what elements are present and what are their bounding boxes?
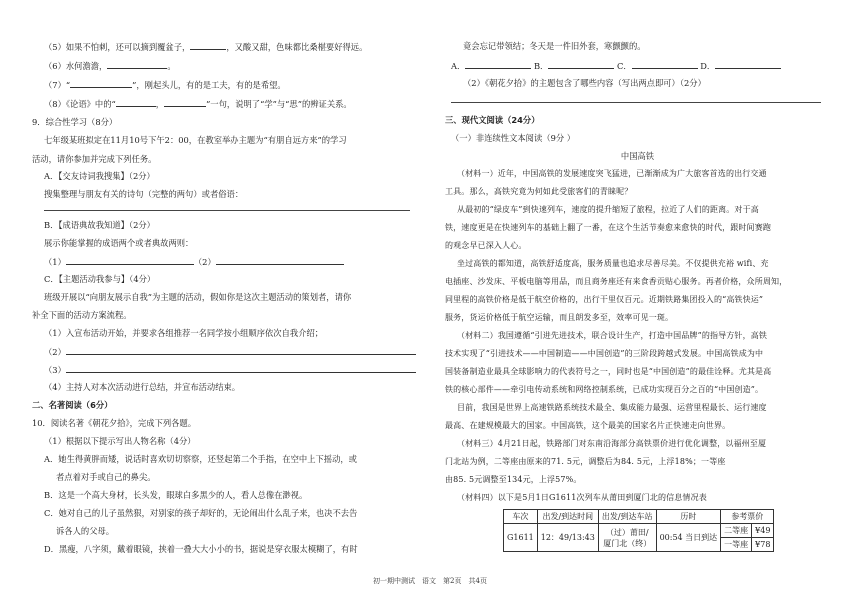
material-1-line: 工具。那么，高铁究竟为何如此受旅客们的青睐呢？ bbox=[445, 187, 633, 196]
question-9-heading: 9．综合性学习（8分） bbox=[32, 117, 118, 127]
question-9-intro: 活动，请你参加并完成下列任务。 bbox=[32, 154, 157, 164]
task-c-step-2: （2） bbox=[44, 345, 416, 358]
left-column bbox=[32, 0, 423, 595]
article-title: 中国高铁 bbox=[620, 151, 655, 161]
task-b-answers: （1） （2） bbox=[44, 255, 344, 268]
train-number-cell: G1611 bbox=[504, 524, 538, 552]
table-header: 历时 bbox=[656, 510, 721, 524]
material-1-line: 的观念早已深入人心。 bbox=[445, 241, 527, 250]
table-header: 车次 bbox=[504, 510, 538, 524]
material-1-line: 从最初的“绿皮车”到快速列车，速度的提升缩短了旅程，拉近了人们的距离。对于高 bbox=[457, 205, 759, 214]
material-3-line: （材料三）4月21日起，铁路部门对东南沿海部分高铁票价进行优化调整，以福州至厦 bbox=[457, 439, 767, 448]
answer-blank[interactable] bbox=[632, 59, 698, 69]
question-line-6: （6）水何澹澹， 。 bbox=[44, 61, 176, 71]
answer-blank[interactable] bbox=[164, 97, 206, 107]
material-4-line: （材料四）以下是5月1日G1611次列车从莆田到厦门北的信息情况表 bbox=[457, 493, 707, 502]
task-b-description: 展示你能掌握的成语两个或者典故两则： bbox=[44, 238, 194, 248]
answer-line[interactable] bbox=[451, 102, 821, 103]
material-2-line: 目前，我国是世界上高速铁路系统技术最全、集成能力最强、运营里程最长、运行速度 bbox=[457, 403, 767, 412]
option-c: C．她对自己的儿子虽然狠，对别家的孩子却好的，无论闹出什么乱子来，也决不去告 bbox=[44, 508, 358, 518]
task-a-description: 搜集整理与朋友有关的诗句（完整的两句）或者俗语： bbox=[44, 189, 244, 199]
option-b: B．这是一个高大身材，长头发，眼球白多黑少的人，看人总像在渺视。 bbox=[44, 490, 308, 500]
seat-class-cell: 二等座 bbox=[721, 524, 752, 538]
question-10-part-2: （2）《朝花夕拾》的主题包含了哪些内容（写出两点即可）（2分） bbox=[463, 78, 706, 88]
option-d: D．黑瘦，八字须，戴着眼镜，挟着一叠大大小小的书，据说是穿衣服太模糊了，有时 bbox=[44, 544, 358, 554]
task-c-step-1: （1）入宣布活动开始，并要求各组推荐一名同学按小组顺序依次自我介绍； bbox=[44, 328, 324, 338]
material-3-line: 门北站为例，二等座由原来的71. 5元，调整后为84. 5元，上浮18%；一等座 bbox=[445, 457, 726, 466]
question-line-8: （8）《论语》中的“ ， ”一句，说明了“学”与“思”的辨证关系。 bbox=[44, 99, 352, 109]
table-header: 出发/到达车站 bbox=[598, 510, 656, 524]
material-2-line: 铁的核心部件——牵引电传动系统和网络控制系统，已成功实现百分之百的“中国创造”。 bbox=[445, 385, 764, 394]
answer-blank[interactable] bbox=[548, 59, 614, 69]
answer-blank[interactable] bbox=[66, 345, 416, 355]
material-1-line: （材料一）近年，中国高铁的发展速度突飞猛进，已渐渐成为广大旅客首选的出行交通 bbox=[457, 169, 767, 178]
answer-line[interactable] bbox=[44, 210, 410, 211]
task-c-step-4: （4）主持人对本次活动进行总结，并宣布活动结束。 bbox=[44, 382, 241, 392]
answer-blank[interactable] bbox=[190, 40, 226, 50]
price-cell: ¥78 bbox=[752, 538, 774, 552]
material-1-line: 坐过高铁的都知道，高铁舒适度高，服务质量也追求尽善尽美。不仅提供充裕 wifi、充 bbox=[457, 259, 769, 268]
material-1-line: 服务，货运价格低于航空运输，而且朗发多至，效率可见一斑。 bbox=[445, 313, 674, 322]
question-10-part-1: （1）根据以下提示写出人物名称（4分） bbox=[44, 436, 196, 446]
table-row bbox=[504, 524, 774, 538]
answer-blank[interactable] bbox=[116, 97, 156, 107]
answer-blank[interactable] bbox=[107, 59, 167, 69]
question-9-intro: 七年级某班拟定在11月10号下午2：00，在教室举办主题为“有朋自远方来”的学习 bbox=[44, 135, 347, 145]
name-answer-row: A． B． C． D． bbox=[451, 59, 781, 72]
time-cell: 12：49/13:43 bbox=[537, 524, 598, 552]
material-2-line: 国装备制造业最具全球影响力的代表符号之一，同时也是“中国创造”的最佳诠释。尤其是高 bbox=[445, 367, 772, 376]
answer-blank[interactable] bbox=[70, 78, 132, 88]
section-3-heading: 三、现代文阅读（24分） bbox=[445, 115, 540, 125]
section-2-heading: 二、名著阅读（6分） bbox=[32, 400, 113, 410]
task-c-description: 班级开展以“向朋友展示自我”为主题的活动，假如你是这次主题活动的策划者，请你 bbox=[44, 292, 352, 302]
question-line-7: （7）“ ”，刚起头儿，有的是工夫，有的是希望。 bbox=[44, 80, 286, 90]
material-1-line: 同里程的高铁价格是低于航空价格的，出行干里仅百元。近期铁路集团投入的“高铁快运” bbox=[445, 295, 764, 304]
option-d-cont: 竟会忘记带领结；冬天是一件旧外套，寒颤颤的。 bbox=[463, 41, 646, 51]
duration-cell: 00:54 当日到达 bbox=[656, 524, 721, 552]
train-info-table bbox=[503, 509, 774, 552]
answer-blank[interactable] bbox=[465, 59, 531, 69]
answer-blank[interactable] bbox=[715, 59, 781, 69]
material-2-line: 技术实现了“引进技术——中国制造——中国创造”的三阶段跨越式发展。中国高铁成为中 bbox=[445, 349, 764, 358]
option-c-cont: 诉各人的父母。 bbox=[56, 526, 115, 536]
page-footer: 初一期中测试 语文 第2页 共4页 bbox=[373, 577, 487, 585]
material-2-line: （材料二）我国遵循“引进先进技术，联合设计生产，打造中国品牌”的指导方针，高铁 bbox=[457, 331, 768, 340]
material-2-line: 最高、在建规模最大的国家。中国高铁，这个最美的国家名片正快速走向世界。 bbox=[445, 421, 731, 430]
station-cell: （过）莆田/ 厦门北（终） bbox=[598, 524, 656, 552]
subsection-heading: （一）非连续性文本阅读（9分 ） bbox=[451, 133, 576, 143]
table-header: 出发/到达时间 bbox=[537, 510, 598, 524]
table-header: 参考票价 bbox=[721, 510, 774, 524]
question-10-heading: 10．阅读名著《朝花夕拾》，完成下列各题。 bbox=[32, 418, 197, 428]
answer-blank[interactable] bbox=[66, 363, 416, 373]
answer-blank[interactable] bbox=[216, 255, 344, 265]
material-1-line: 电插座、沙发床、平板电脑等用品，而且商务座还有来食香贡贴心服务。再者价格，众所周知， bbox=[445, 277, 788, 286]
table-header-row bbox=[504, 510, 774, 524]
material-1-line: 铁，速度更是在快速列车的基础上翻了一番，在这个生活节奏愈来愈快的时代，跟时间赛跑 bbox=[445, 223, 771, 232]
material-3-line: 由85. 5元调整至134元，上浮57%。 bbox=[445, 475, 582, 484]
task-b-heading: B．【成语典故我知道】（2分） bbox=[44, 220, 155, 230]
task-a-heading: A．【交友诗词我搜集】（2分） bbox=[44, 171, 155, 181]
option-a: A．她生得黄胖而矮，说话时喜欢切切察察，还竖起第二个手指，在空中上下摇动，或 bbox=[44, 454, 357, 464]
seat-class-cell: 一等座 bbox=[721, 538, 752, 552]
task-c-description: 补全下面的活动方案流程。 bbox=[32, 310, 132, 320]
answer-blank[interactable] bbox=[66, 255, 194, 265]
option-a-cont: 者点着对手或自己的鼻尖。 bbox=[56, 472, 156, 482]
right-column bbox=[445, 0, 830, 595]
task-c-heading: C．【主题活动我参与】（4分） bbox=[44, 274, 156, 284]
question-line-5: （5）如果不怕刺，还可以摘到覆盆子， ，又酸又甜，色味都比桑椹要好得远。 bbox=[44, 42, 368, 52]
price-cell: ¥49 bbox=[752, 524, 774, 538]
task-c-step-3: （3） bbox=[44, 363, 416, 376]
